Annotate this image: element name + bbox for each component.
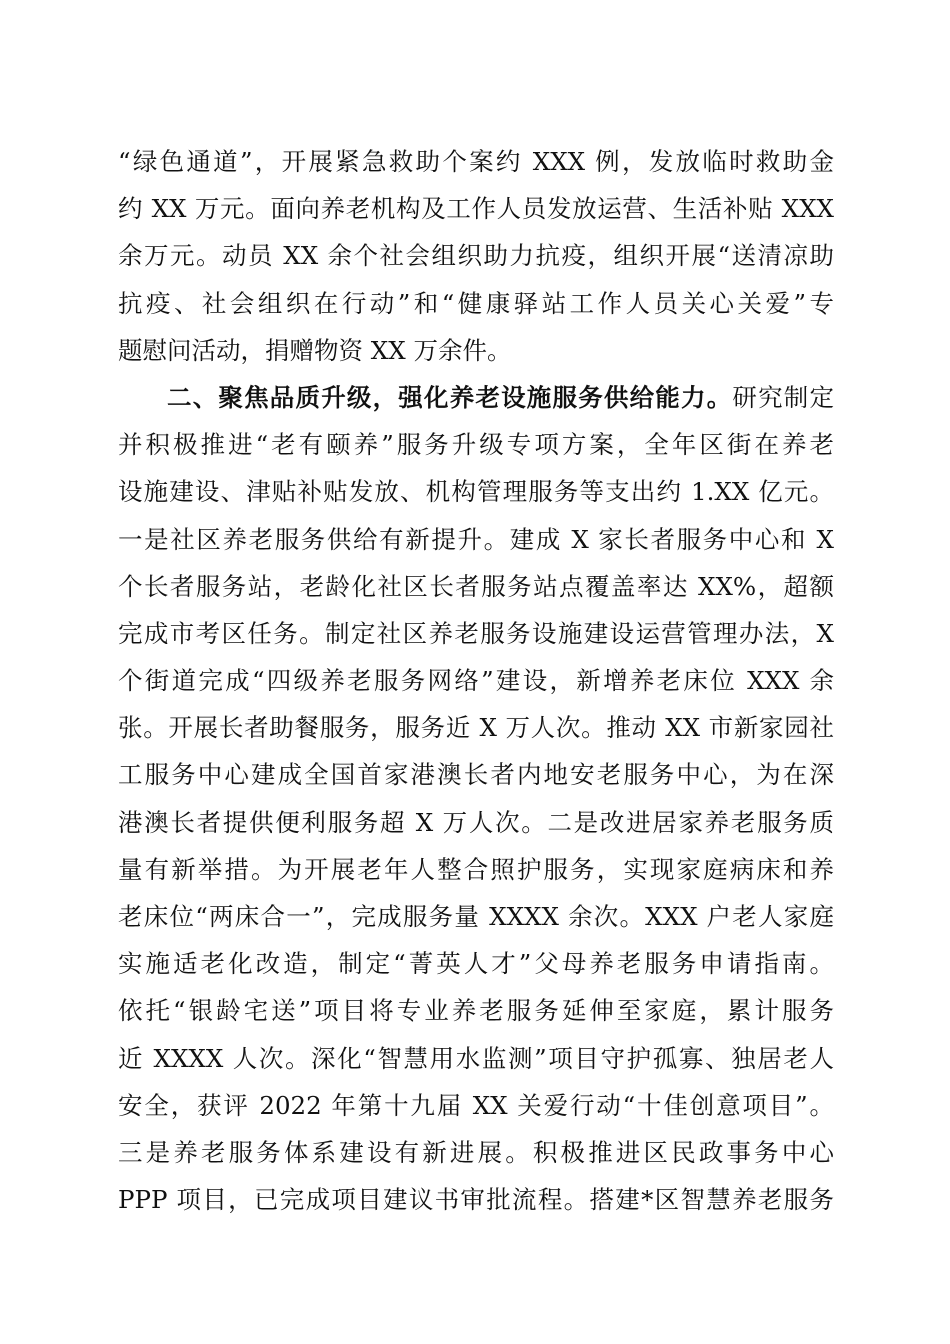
text-line: 题慰问活动，捐赠物资 XX 万余件。 [118, 335, 512, 365]
text-line: 一是社区养老服务供给有新提升。建成 X 家长者服务中心和 X [118, 524, 834, 554]
text-line: 个长者服务站，老龄化社区长者服务站点覆盖率达 XX%，超额 [118, 571, 834, 601]
text-line: 近 XXXX 人次。深化“智慧用水监测”项目守护孤寡、独居老人 [118, 1043, 834, 1073]
paragraph-elderly-care [118, 374, 834, 1223]
text-line: 实施适老化改造，制定“菁英人才”父母养老服务申请指南。 [118, 949, 834, 979]
text-line: “绿色通道”，开展紧急救助个案约 XXX 例，发放临时救助金 [118, 147, 834, 176]
heading-followup-text: 研究制定 [732, 382, 835, 412]
text-line: PPP 项目，已完成项目建议书审批流程。搭建*区智慧养老服务 [118, 1185, 834, 1215]
text-line: 完成市考区任务。制定社区养老服务设施建设运营管理办法，X [118, 618, 834, 648]
paragraph-relief-work [118, 138, 834, 374]
text-line: 抗疫、社会组织在行动”和“健康驿站工作人员关心关爱”专 [118, 288, 834, 318]
section-heading: 二、聚焦品质升级，强化养老设施服务供给能力。 [167, 382, 733, 412]
text-line: 张。开展长者助餐服务，服务近 X 万人次。推动 XX 市新家园社 [118, 713, 834, 743]
text-line: 港澳长者提供便利服务超 X 万人次。二是改进居家养老服务质 [118, 807, 834, 837]
text-line: 并积极推进“老有颐养”服务升级专项方案，全年区街在养老 [118, 430, 834, 460]
text-line: 个街道完成“四级养老服务网络”建设，新增养老床位 XXX 余 [118, 666, 834, 696]
body-text [118, 138, 834, 1223]
text-line: 三是养老服务体系建设有新进展。积极推进区民政事务中心 [118, 1137, 834, 1167]
text-line: 余万元。动员 XX 余个社会组织助力抗疫，组织开展“送清凉助 [118, 241, 834, 271]
text-line: 量有新举措。为开展老年人整合照护服务，实现家庭病床和养 [118, 854, 834, 884]
text-line: 工服务中心建成全国首家港澳长者内地安老服务中心，为在深 [118, 760, 834, 790]
text-line: 设施建设、津贴补贴发放、机构管理服务等支出约 1.XX 亿元。 [118, 477, 834, 507]
text-line: 安全，获评 2022 年第十九届 XX 关爱行动“十佳创意项目”。 [118, 1090, 834, 1120]
text-line: 约 XX 万元。面向养老机构及工作人员发放运营、生活补贴 XXX [118, 194, 834, 224]
text-line: 老床位“两床合一”，完成服务量 XXXX 余次。XXX 户老人家庭 [118, 902, 834, 931]
text-line: 依托“银龄宅送”项目将专业养老服务延伸至家庭，累计服务 [118, 996, 834, 1026]
paragraph-first-line [118, 374, 834, 421]
